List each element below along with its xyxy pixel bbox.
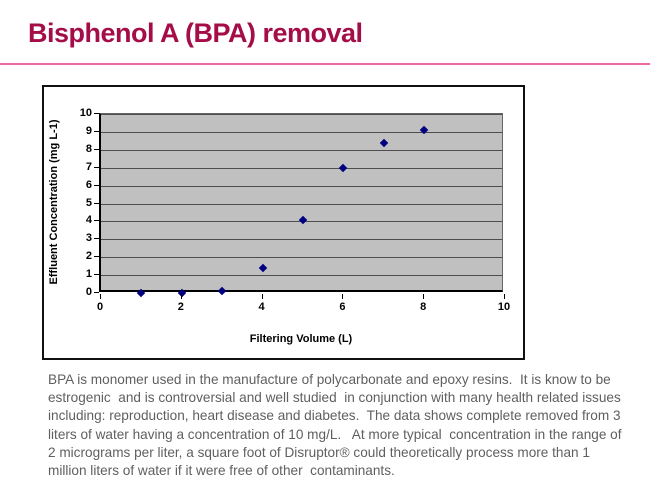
gridline	[101, 186, 502, 187]
y-tick-label: 9	[85, 124, 92, 137]
y-tick-mark	[94, 274, 99, 275]
x-tick-mark	[262, 294, 263, 299]
y-tick-mark	[94, 167, 99, 168]
data-point	[258, 264, 266, 272]
y-tick-label: 8	[85, 142, 92, 155]
x-tick-label: 0	[96, 301, 104, 313]
x-tick-label: 6	[339, 301, 346, 313]
x-tick-mark	[423, 294, 424, 299]
y-tick-mark	[94, 292, 99, 293]
x-tick-mark	[504, 294, 505, 299]
x-tick-mark	[100, 294, 101, 299]
y-tick-label: 2	[85, 250, 92, 263]
y-tick-label: 4	[85, 214, 92, 227]
title-divider	[0, 63, 650, 65]
x-tick-label: 4	[258, 301, 265, 313]
y-tick-mark	[94, 256, 99, 257]
gridline	[101, 150, 502, 151]
gridline	[101, 204, 502, 205]
data-point	[299, 215, 307, 223]
y-tick-label: 7	[85, 160, 92, 173]
y-tick-mark	[94, 185, 99, 186]
y-tick-label: 10	[79, 107, 92, 119]
chart-frame	[42, 85, 525, 360]
y-tick-label: 1	[85, 268, 92, 281]
x-tick-label: 2	[177, 301, 184, 313]
x-axis-title: Filtering Volume (L)	[249, 333, 353, 345]
y-tick-mark	[94, 131, 99, 132]
x-tick-mark	[181, 294, 182, 299]
y-tick-label: 3	[85, 232, 92, 245]
body-paragraph: BPA is monomer used in the manufacture of polycarbonate and epoxy resins. It is know to be estrogenic and is controversial and well studied in conjunction with many health related issues including: reproduction, heart disease and diabetes. The data shows complete removed from 3 liters of water having a concentration of 10 mg/L. At more typical concentration in the range of 2 micrograms per liter, a square foot of Disruptor® could theoretically process more than 1 million liters of water if it were free of other contaminants.	[48, 372, 626, 479]
gridline	[101, 168, 502, 169]
gridline	[101, 239, 502, 240]
page-title: Bisphenol A (BPA) removal	[28, 18, 363, 48]
gridline	[101, 275, 502, 276]
x-tick-label: 8	[420, 301, 427, 313]
x-tick-mark	[342, 294, 343, 299]
data-point	[420, 126, 428, 134]
y-tick-label: 0	[85, 286, 92, 298]
data-point	[137, 289, 145, 297]
y-tick-mark	[94, 203, 99, 204]
y-tick-mark	[94, 220, 99, 221]
data-point	[218, 287, 226, 295]
data-point	[339, 163, 347, 171]
y-axis-title: Effluent Concentration (mg L-1)	[48, 119, 60, 285]
gridline	[101, 257, 502, 258]
data-point	[178, 289, 186, 297]
x-tick-label: 10	[497, 301, 511, 313]
plot-area	[99, 113, 503, 292]
y-tick-mark	[94, 149, 99, 150]
y-tick-label: 5	[85, 196, 92, 209]
gridline	[101, 132, 502, 133]
y-tick-label: 6	[85, 178, 92, 191]
data-point	[380, 138, 388, 146]
y-tick-mark	[94, 113, 99, 114]
y-tick-mark	[94, 238, 99, 239]
gridline	[101, 114, 502, 115]
